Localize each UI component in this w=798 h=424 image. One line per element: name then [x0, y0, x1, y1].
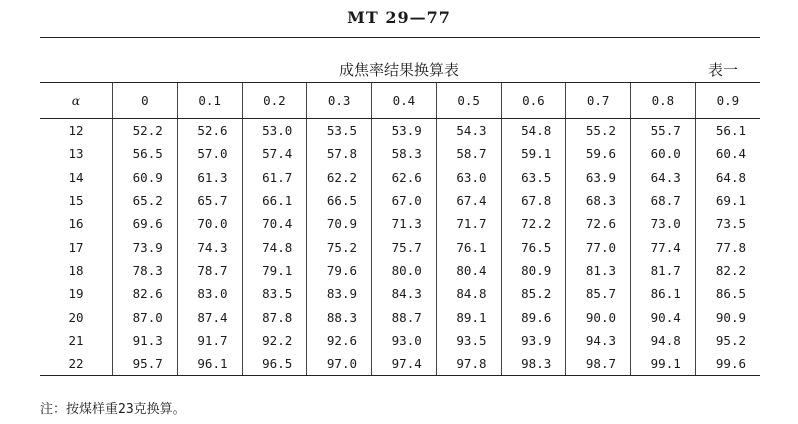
table-number: 表一 [708, 61, 739, 79]
table-cell: 86.1 [631, 282, 696, 305]
table-cell: 53.5 [307, 119, 372, 143]
table-cell: 78.3 [113, 259, 178, 282]
table-cell: 84.3 [372, 282, 437, 305]
table-cell: 63.0 [436, 166, 501, 189]
table-cell: 71.3 [372, 212, 437, 235]
table-cell: 77.4 [631, 235, 696, 258]
table-cell: 68.3 [566, 189, 631, 212]
table-cell: 80.9 [501, 259, 566, 282]
document-header: MT 29—77 [347, 8, 451, 27]
table-cell: 72.2 [501, 212, 566, 235]
table-cell: 64.3 [631, 166, 696, 189]
table-cell: 78.7 [177, 259, 242, 282]
table-cell: 84.8 [436, 282, 501, 305]
table-row [40, 166, 760, 189]
table-cell: 53.0 [242, 119, 307, 143]
table-cell: 94.3 [566, 329, 631, 352]
table-cell: 77.8 [695, 235, 760, 258]
table-cell: 97.0 [307, 352, 372, 376]
table-cell: 66.1 [242, 189, 307, 212]
table-cell: 62.6 [372, 166, 437, 189]
table-cell: 92.2 [242, 329, 307, 352]
table-cell: 82.6 [113, 282, 178, 305]
table-cell: 60.0 [631, 142, 696, 165]
table-cell: 96.1 [177, 352, 242, 376]
table-cell: 77.0 [566, 235, 631, 258]
table-cell: 90.4 [631, 305, 696, 328]
table-cell: 68.7 [631, 189, 696, 212]
table-cell: 60.9 [113, 166, 178, 189]
table-cell: 54.8 [501, 119, 566, 143]
table-cell: 55.2 [566, 119, 631, 143]
table-cell: 81.7 [631, 259, 696, 282]
table-cell: 89.6 [501, 305, 566, 328]
table-cell: 94.8 [631, 329, 696, 352]
table-cell: 71.7 [436, 212, 501, 235]
table-cell: 74.3 [177, 235, 242, 258]
table-cell: 69.1 [695, 189, 760, 212]
table-cell: 80.4 [436, 259, 501, 282]
table-row [40, 282, 760, 305]
table-cell: 97.8 [436, 352, 501, 376]
row-alpha-cell: 18 [68, 262, 84, 278]
table-row [40, 259, 760, 282]
table-cell: 93.9 [501, 329, 566, 352]
column-header: 0.3 [307, 83, 372, 119]
table-cell: 72.6 [566, 212, 631, 235]
table-cell: 87.4 [177, 305, 242, 328]
table-cell: 99.1 [631, 352, 696, 376]
column-header: 0.7 [566, 83, 631, 119]
column-header: 0.6 [501, 83, 566, 119]
table-cell: 92.6 [307, 329, 372, 352]
table-cell: 56.5 [113, 142, 178, 165]
table-cell: 99.6 [695, 352, 760, 376]
table-cell: 66.5 [307, 189, 372, 212]
table-cell: 73.9 [113, 235, 178, 258]
table-row [40, 119, 760, 143]
table-row [40, 142, 760, 165]
table-row [40, 212, 760, 235]
column-header: 0.9 [695, 83, 760, 119]
row-alpha-cell: 14 [68, 169, 84, 185]
table-cell: 58.7 [436, 142, 501, 165]
table-cell: 70.4 [242, 212, 307, 235]
column-header: 0.5 [436, 83, 501, 119]
table-row [40, 305, 760, 328]
table-cell: 52.6 [177, 119, 242, 143]
row-alpha-cell: 17 [68, 239, 84, 255]
table-cell: 73.5 [695, 212, 760, 235]
table-cell: 88.7 [372, 305, 437, 328]
table-cell: 55.7 [631, 119, 696, 143]
footnote-prefix: 注：按煤样重 [40, 402, 119, 417]
table-row [40, 189, 760, 212]
table-cell: 65.7 [177, 189, 242, 212]
table-cell: 83.0 [177, 282, 242, 305]
table-cell: 95.7 [113, 352, 178, 376]
table-cell: 74.8 [242, 235, 307, 258]
table-cell: 87.0 [113, 305, 178, 328]
table-cell: 54.3 [436, 119, 501, 143]
table-cell: 96.5 [242, 352, 307, 376]
table-cell: 76.1 [436, 235, 501, 258]
table-cell: 52.2 [113, 119, 178, 143]
table-cell: 73.0 [631, 212, 696, 235]
table-row [40, 235, 760, 258]
table-cell: 59.6 [566, 142, 631, 165]
table-cell: 83.5 [242, 282, 307, 305]
table-cell: 93.0 [372, 329, 437, 352]
table-cell: 63.9 [566, 166, 631, 189]
table-cell: 86.5 [695, 282, 760, 305]
column-header: 0 [113, 83, 178, 119]
table-cell: 57.8 [307, 142, 372, 165]
table-cell: 57.0 [177, 142, 242, 165]
table-cell: 56.1 [695, 119, 760, 143]
table-cell: 90.9 [695, 305, 760, 328]
column-header: 0.1 [177, 83, 242, 119]
row-alpha-cell: 13 [68, 146, 84, 162]
footnote-weight: 23 [118, 402, 134, 417]
table-cell: 88.3 [307, 305, 372, 328]
footnote-suffix: 克换算。 [133, 402, 186, 417]
table-cell: 85.7 [566, 282, 631, 305]
table-cell: 98.3 [501, 352, 566, 376]
table-cell: 91.3 [113, 329, 178, 352]
table-title: 成焦率结果换算表 [338, 61, 459, 79]
table-cell: 91.7 [177, 329, 242, 352]
table-cell: 67.4 [436, 189, 501, 212]
table-cell: 60.4 [695, 142, 760, 165]
table-cell: 59.1 [501, 142, 566, 165]
table-cell: 95.2 [695, 329, 760, 352]
table-cell: 67.8 [501, 189, 566, 212]
table-cell: 85.2 [501, 282, 566, 305]
row-alpha-cell: 22 [40, 352, 113, 376]
table-body [40, 119, 760, 376]
table-cell: 75.2 [307, 235, 372, 258]
table-cell: 97.4 [372, 352, 437, 376]
table-cell: 53.9 [372, 119, 437, 143]
column-header-alpha: α [40, 83, 113, 119]
table-header-row [40, 83, 760, 119]
column-header: 0.2 [242, 83, 307, 119]
table-cell: 70.9 [307, 212, 372, 235]
row-alpha-cell: 16 [68, 216, 84, 232]
table-cell: 90.0 [566, 305, 631, 328]
table-cell: 79.1 [242, 259, 307, 282]
table-cell: 58.3 [372, 142, 437, 165]
table-cell: 89.1 [436, 305, 501, 328]
footnote [40, 398, 186, 417]
column-header: 0.4 [372, 83, 437, 119]
table-cell: 82.2 [695, 259, 760, 282]
table-cell: 64.8 [695, 166, 760, 189]
table-cell: 61.3 [177, 166, 242, 189]
table-cell: 80.0 [372, 259, 437, 282]
table-cell: 93.5 [436, 329, 501, 352]
table-cell: 83.9 [307, 282, 372, 305]
table-cell: 79.6 [307, 259, 372, 282]
table-cell: 65.2 [113, 189, 178, 212]
row-alpha-cell: 20 [68, 309, 84, 325]
header-rule [40, 37, 760, 38]
table-cell: 67.0 [372, 189, 437, 212]
row-alpha-cell: 19 [68, 286, 84, 302]
table-cell: 87.8 [242, 305, 307, 328]
table-row [40, 329, 760, 352]
table-cell: 57.4 [242, 142, 307, 165]
table-cell: 81.3 [566, 259, 631, 282]
table-cell: 75.7 [372, 235, 437, 258]
table-cell: 76.5 [501, 235, 566, 258]
row-alpha-cell: 15 [68, 193, 84, 209]
table-row [40, 352, 760, 376]
column-header: 0.8 [631, 83, 696, 119]
table-cell: 63.5 [501, 166, 566, 189]
table-cell: 69.6 [113, 212, 178, 235]
row-alpha-cell: 21 [68, 332, 84, 348]
conversion-table [40, 82, 760, 376]
row-alpha-cell: 12 [68, 123, 84, 139]
table-cell: 61.7 [242, 166, 307, 189]
table-cell: 62.2 [307, 166, 372, 189]
table-cell: 70.0 [177, 212, 242, 235]
table-cell: 98.7 [566, 352, 631, 376]
